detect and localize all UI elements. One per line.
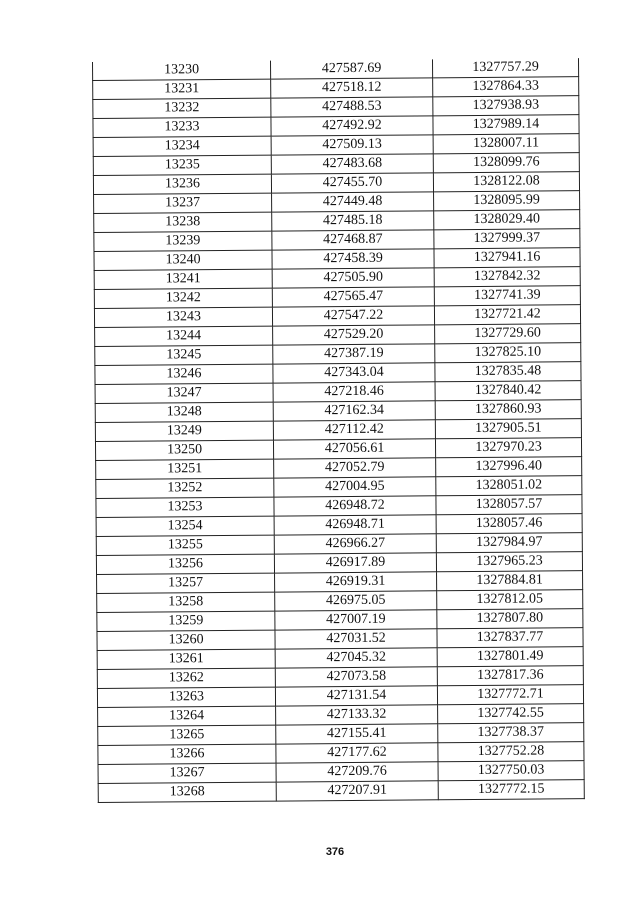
x-coordinate-cell: 427073.58 (275, 667, 437, 687)
point-id-cell: 13257 (97, 573, 275, 593)
page-number: 376 (325, 846, 345, 858)
x-coordinate-cell: 426917.89 (274, 553, 436, 573)
y-coordinate-cell: 1328099.76 (433, 153, 579, 173)
point-id-cell: 13240 (94, 250, 272, 270)
y-coordinate-cell: 1327835.48 (435, 362, 581, 382)
x-coordinate-cell: 427056.61 (273, 439, 435, 459)
x-coordinate-cell: 427485.18 (272, 211, 434, 231)
x-coordinate-cell: 426948.71 (274, 515, 436, 535)
y-coordinate-cell: 1327801.49 (437, 647, 583, 667)
y-coordinate-cell: 1327941.16 (434, 248, 580, 268)
x-coordinate-cell: 427509.13 (271, 135, 433, 155)
y-coordinate-cell: 1327999.37 (434, 229, 580, 249)
point-id-cell: 13239 (94, 231, 272, 251)
x-coordinate-cell: 427492.92 (271, 116, 433, 136)
x-coordinate-cell: 427587.69 (270, 59, 432, 79)
y-coordinate-cell: 1327741.39 (434, 286, 580, 306)
point-id-cell: 13246 (95, 364, 273, 384)
y-coordinate-cell: 1327752.28 (438, 742, 584, 762)
point-id-cell: 13247 (95, 383, 273, 403)
point-id-cell: 13252 (96, 478, 274, 498)
x-coordinate-cell: 427565.47 (272, 287, 434, 307)
point-id-cell: 13253 (96, 497, 274, 517)
point-id-cell: 13238 (94, 212, 272, 232)
y-coordinate-cell: 1327738.37 (438, 723, 584, 743)
x-coordinate-cell: 427177.62 (276, 743, 438, 763)
coordinate-table (92, 58, 585, 803)
y-coordinate-cell: 1327965.23 (436, 552, 582, 572)
point-id-cell: 13255 (96, 535, 274, 555)
x-coordinate-cell: 427505.90 (272, 268, 434, 288)
x-coordinate-cell: 426919.31 (275, 572, 437, 592)
x-coordinate-cell: 426975.05 (275, 591, 437, 611)
point-id-cell: 13237 (94, 193, 272, 213)
y-coordinate-cell: 1327742.55 (438, 704, 584, 724)
point-id-cell: 13232 (93, 98, 271, 118)
y-coordinate-cell: 1327938.93 (433, 96, 579, 116)
point-id-cell: 13268 (98, 782, 276, 802)
x-coordinate-cell: 427468.87 (272, 230, 434, 250)
x-coordinate-cell: 427007.19 (275, 610, 437, 630)
point-id-cell: 13231 (93, 79, 271, 99)
x-coordinate-cell: 427218.46 (273, 382, 435, 402)
y-coordinate-cell: 1327840.42 (435, 381, 581, 401)
point-id-cell: 13241 (94, 269, 272, 289)
point-id-cell: 13251 (96, 459, 274, 479)
x-coordinate-cell: 427483.68 (271, 154, 433, 174)
table-row (98, 780, 584, 803)
y-coordinate-cell: 1327970.23 (435, 438, 581, 458)
y-coordinate-cell: 1327812.05 (437, 590, 583, 610)
y-coordinate-cell: 1327996.40 (436, 457, 582, 477)
y-coordinate-cell: 1328029.40 (434, 210, 580, 230)
x-coordinate-cell: 427518.12 (271, 78, 433, 98)
x-coordinate-cell: 427133.32 (276, 705, 438, 725)
x-coordinate-cell: 427112.42 (273, 420, 435, 440)
point-id-cell: 13267 (98, 763, 276, 783)
point-id-cell: 13245 (95, 345, 273, 365)
y-coordinate-cell: 1327721.42 (434, 305, 580, 325)
coordinate-table-container (92, 58, 584, 803)
point-id-cell: 13236 (93, 174, 271, 194)
point-id-cell: 13233 (93, 117, 271, 137)
x-coordinate-cell: 427004.95 (274, 477, 436, 497)
y-coordinate-cell: 1327825.10 (435, 343, 581, 363)
x-coordinate-cell: 427488.53 (271, 97, 433, 117)
y-coordinate-cell: 1327837.77 (437, 628, 583, 648)
point-id-cell: 13265 (98, 725, 276, 745)
x-coordinate-cell: 427155.41 (276, 724, 438, 744)
point-id-cell: 13243 (94, 307, 272, 327)
y-coordinate-cell: 1328007.11 (433, 134, 579, 154)
point-id-cell: 13259 (97, 611, 275, 631)
y-coordinate-cell: 1327772.15 (438, 780, 584, 800)
y-coordinate-cell: 1328122.08 (433, 172, 579, 192)
y-coordinate-cell: 1327842.32 (434, 267, 580, 287)
x-coordinate-cell: 427343.04 (273, 363, 435, 383)
point-id-cell: 13248 (95, 402, 273, 422)
point-id-cell: 13260 (97, 630, 275, 650)
point-id-cell: 13256 (96, 554, 274, 574)
point-id-cell: 13264 (98, 706, 276, 726)
point-id-cell: 13250 (95, 440, 273, 460)
x-coordinate-cell: 426948.72 (274, 496, 436, 516)
point-id-cell: 13261 (97, 649, 275, 669)
y-coordinate-cell: 1327884.81 (437, 571, 583, 591)
y-coordinate-cell: 1327984.97 (436, 533, 582, 553)
point-id-cell: 13249 (95, 421, 273, 441)
x-coordinate-cell: 427529.20 (273, 325, 435, 345)
x-coordinate-cell: 427162.34 (273, 401, 435, 421)
point-id-cell: 13242 (94, 288, 272, 308)
y-coordinate-cell: 1327772.71 (437, 685, 583, 705)
point-id-cell: 13254 (96, 516, 274, 536)
point-id-cell: 13230 (92, 61, 270, 81)
y-coordinate-cell: 1327729.60 (435, 324, 581, 344)
x-coordinate-cell: 427458.39 (272, 249, 434, 269)
x-coordinate-cell: 427387.19 (273, 344, 435, 364)
y-coordinate-cell: 1327989.14 (433, 115, 579, 135)
point-id-cell: 13235 (93, 155, 271, 175)
x-coordinate-cell: 427045.32 (275, 648, 437, 668)
x-coordinate-cell: 427131.54 (275, 686, 437, 706)
coordinate-table-body (92, 58, 584, 803)
x-coordinate-cell: 427052.79 (274, 458, 436, 478)
y-coordinate-cell: 1327860.93 (435, 400, 581, 420)
x-coordinate-cell: 427209.76 (276, 762, 438, 782)
y-coordinate-cell: 1327750.03 (438, 761, 584, 781)
x-coordinate-cell: 427031.52 (275, 629, 437, 649)
y-coordinate-cell: 1327757.29 (432, 58, 578, 78)
x-coordinate-cell: 427207.91 (276, 781, 438, 801)
point-id-cell: 13244 (95, 326, 273, 346)
point-id-cell: 13258 (97, 592, 275, 612)
y-coordinate-cell: 1328057.57 (436, 495, 582, 515)
x-coordinate-cell: 427449.48 (272, 192, 434, 212)
x-coordinate-cell: 427547.22 (272, 306, 434, 326)
point-id-cell: 13262 (97, 668, 275, 688)
y-coordinate-cell: 1327817.36 (437, 666, 583, 686)
point-id-cell: 13263 (97, 687, 275, 707)
x-coordinate-cell: 427455.70 (271, 173, 433, 193)
point-id-cell: 13234 (93, 136, 271, 156)
y-coordinate-cell: 1327864.33 (433, 77, 579, 97)
y-coordinate-cell: 1327905.51 (435, 419, 581, 439)
point-id-cell: 13266 (98, 744, 276, 764)
y-coordinate-cell: 1327807.80 (437, 609, 583, 629)
y-coordinate-cell: 1328051.02 (436, 476, 582, 496)
y-coordinate-cell: 1328057.46 (436, 514, 582, 534)
x-coordinate-cell: 426966.27 (274, 534, 436, 554)
y-coordinate-cell: 1328095.99 (434, 191, 580, 211)
